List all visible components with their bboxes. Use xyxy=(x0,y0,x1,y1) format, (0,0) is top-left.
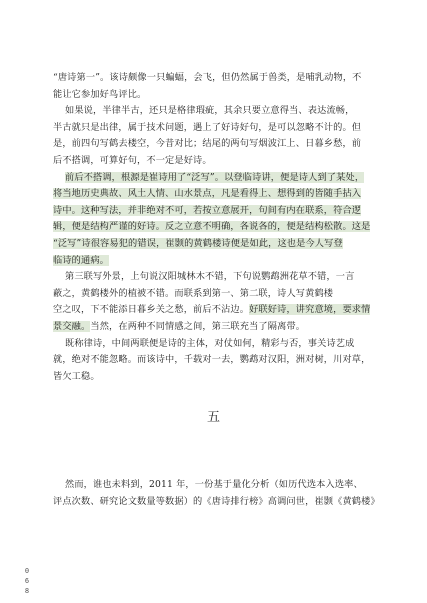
page-number xyxy=(23,566,31,596)
highlighted-text: 诗中。这种写法，并非绝对不可，若按立意展开，句间有内在联系，符合逻 xyxy=(53,204,362,216)
text-line xyxy=(65,172,364,184)
text-segment: 皆欠工稳。 xyxy=(53,370,100,382)
page-number-digit: 6 xyxy=(24,577,30,585)
page-number-digit: 0 xyxy=(24,567,30,575)
text-segment: 当然，在两种不同情感之间，第三联充当了隔离带。 xyxy=(90,321,306,332)
text-line xyxy=(53,321,305,333)
text-line xyxy=(53,354,370,366)
text-line xyxy=(53,138,361,150)
text-line xyxy=(53,155,212,167)
highlighted-text: “泛写”诗很容易犯的错误，崔颢的黄鹤楼诗便是如此，这也是今人写登 xyxy=(53,238,343,249)
text-line xyxy=(65,105,354,117)
text-segment: 蔽之，黄鹤楼外的植被不错。 xyxy=(53,287,175,299)
highlighted-text: 将当地历史典故、风土人情、山水景点，凡是看得上、想得到的皆随手拈入 xyxy=(53,188,362,200)
text-line xyxy=(53,122,361,134)
text-line xyxy=(53,89,146,101)
text-segment: 如果说，半律半古，还只是格律瑕疵，其余只要立意得当、表达流畅， xyxy=(65,105,355,117)
text-line xyxy=(53,255,109,267)
text-line xyxy=(53,205,361,217)
text-line xyxy=(65,271,354,283)
text-line xyxy=(53,238,343,250)
text-line xyxy=(53,304,370,316)
text-segment: 空之叹，下不能添日暮乡关之愁，前后不沾边。 xyxy=(53,304,250,316)
text-line xyxy=(53,188,361,200)
text-line xyxy=(53,496,380,508)
text-segment: 而联系到第一、第二联，诗人写黄鹤楼 xyxy=(174,287,334,299)
highlighted-text: 好联好诗，讲究意境，要求情 xyxy=(249,304,371,316)
text-segment: “唐诗第一”。该诗颇像一只蝙蝠，会飞，但仍然属于兽类，是哺乳动物，不 xyxy=(53,72,362,83)
text-line xyxy=(65,338,354,350)
text-line xyxy=(53,221,370,233)
section-heading: 五 xyxy=(206,410,220,425)
page-number-digit: 8 xyxy=(24,587,30,595)
text-segment: 评点次数、研究论文数量等数据）的《唐诗排行榜》高调问世，崔颢《黄鹤楼》 xyxy=(53,495,380,507)
text-segment: 能让它参加好鸟评比。 xyxy=(53,88,147,100)
highlighted-text: 景交融。 xyxy=(53,321,91,332)
text-segment: 半古就只是出律，属于技术问题，遇上了好诗好句，是可以忽略不计的。但 xyxy=(53,121,362,133)
text-segment: 第三联写外景，上句说汉阳城林木不错，下句说鹦鹉洲花草不错，一言 xyxy=(65,271,355,283)
text-line xyxy=(53,371,100,383)
text-segment: 既称律诗，中间两联便是诗的主体，对仗如何，精彩与否，事关诗艺成 xyxy=(65,337,355,349)
highlighted-text: 辑，便是结构严谨的好诗。反之立意不明确，各说各的，便是结构松散。这是 xyxy=(53,221,371,233)
text-segment: 是，前四句写鹤去楼空，今昔对比；结尾的两句写烟波江上、日暮乡愁，前 xyxy=(53,138,362,150)
text-line xyxy=(65,479,363,491)
highlighted-text: 前后不搭调，根源是崔诗用了“泛写”。以登临诗讲，便是诗人到了某处， xyxy=(65,171,365,183)
highlighted-text: 临诗的通病。 xyxy=(53,254,110,266)
text-segment: 后不搭调，可算好句，不一定是好诗。 xyxy=(53,155,212,166)
text-line xyxy=(53,288,333,300)
text-segment: 就，绝对不能忽略。而该诗中，千载对一去，鹦鹉对汉阳，洲对树，川对草， xyxy=(53,354,371,366)
text-line xyxy=(53,72,362,84)
text-segment: 然而，谁也未料到，2011 年，一份基于量化分析（如历代选本入选率、 xyxy=(65,479,363,490)
